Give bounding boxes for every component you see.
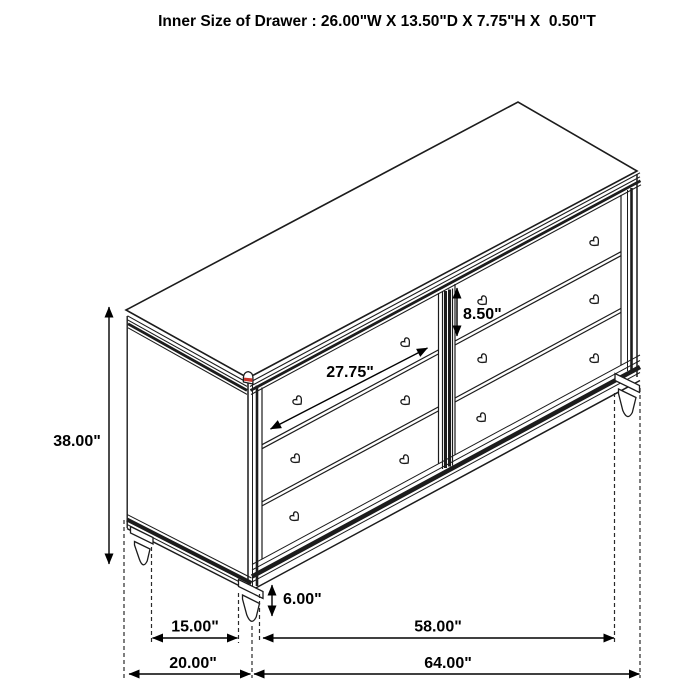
overall-width-label: 64.00"	[424, 655, 472, 672]
leg-span-side-label: 15.00"	[171, 618, 219, 636]
dim-overall-width	[254, 655, 640, 674]
leg-span-front-label: 58.00"	[414, 618, 462, 636]
dim-leg-height	[272, 585, 322, 616]
dim-overall-depth	[129, 655, 251, 674]
dim-leg-span-side	[153, 619, 238, 639]
dresser-body	[126, 102, 641, 621]
drawer-front-height-label: 8.50"	[463, 306, 502, 323]
leg-height-label: 6.00"	[283, 591, 322, 608]
leg-front-right	[615, 374, 640, 417]
corner-post-cap	[243, 372, 253, 384]
dim-overall-height	[53, 307, 109, 564]
dim-leg-span-front	[263, 619, 614, 639]
overall-height-label: 38.00"	[53, 433, 101, 450]
drawer-front-width-label: 27.75"	[326, 364, 374, 381]
overall-depth-label: 20.00"	[169, 655, 217, 672]
diagram-title: Inner Size of Drawer : 26.00"W X 13.50"D X 7.75"H X 0.50"T	[158, 13, 596, 30]
